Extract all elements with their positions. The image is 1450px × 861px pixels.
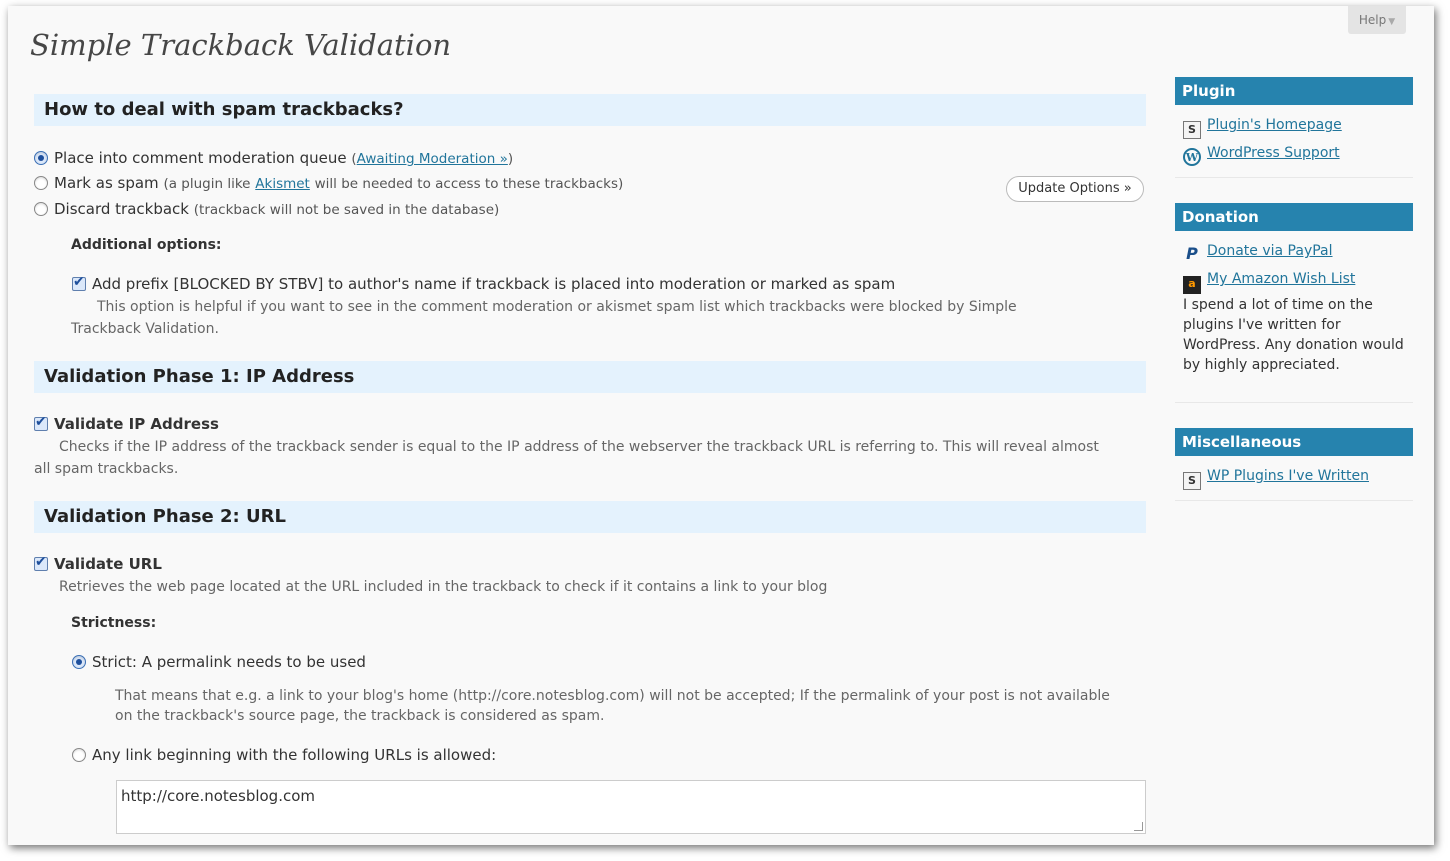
amazon-wishlist-label[interactable]: My Amazon Wish List: [1207, 271, 1356, 287]
discard-label: Discard trackback: [54, 200, 189, 218]
allowed-urls-textarea[interactable]: [116, 780, 1146, 834]
sidebar-divider: [1175, 500, 1413, 501]
sidebar-box-plugin: [1175, 77, 1413, 173]
help-label: Help: [1358, 13, 1387, 27]
additional-options-label: Additional options:: [71, 237, 222, 253]
section-heading-phase1: Validation Phase 1: IP Address: [34, 361, 1146, 393]
prefix-option[interactable]: [72, 275, 895, 293]
strict-label: Strict: A permalink needs to be used: [92, 653, 366, 671]
strict-description: That means that e.g. a link to your blog's home (http://core.notesblog.com) will not be accepted; If the permalink of your post is not available on the trackback's source page, the trackback is considered as spam.: [115, 688, 1110, 724]
sidebar-misc-title: Miscellaneous: [1175, 428, 1413, 456]
moderation-paren-close: ): [507, 151, 514, 167]
any-link-option[interactable]: [72, 746, 496, 764]
validate-ip-checkbox[interactable]: [34, 417, 48, 431]
validate-url-label: Validate URL: [54, 555, 162, 573]
sidebar-divider: [1175, 177, 1413, 178]
amazon-icon: a: [1183, 276, 1201, 294]
sidebar-plugin-title: Plugin: [1175, 77, 1413, 105]
sg-icon: S: [1183, 121, 1201, 139]
wordpress-icon: W: [1183, 148, 1201, 166]
validate-url-checkbox[interactable]: [34, 557, 48, 571]
any-link-radio[interactable]: [72, 748, 86, 762]
sidebar-box-misc: [1175, 428, 1413, 496]
any-link-label: Any link beginning with the following URLs is allowed:: [92, 746, 497, 764]
help-tab[interactable]: [1348, 6, 1406, 34]
discard-note: (trackback will not be saved in the database): [193, 202, 500, 218]
update-options-button[interactable]: Update Options »: [1006, 176, 1144, 202]
sidebar-box-donation: [1175, 203, 1413, 381]
paypal-icon: P: [1186, 244, 1198, 263]
validate-ip-option[interactable]: [34, 415, 219, 433]
sg-icon: S: [1183, 472, 1201, 490]
discard-radio[interactable]: [34, 202, 48, 216]
moderation-label: Place into comment moderation queue: [54, 149, 347, 167]
option-moderation[interactable]: [34, 149, 513, 167]
mark-spam-note-pre: (a plugin like: [163, 176, 251, 192]
validate-ip-label: Validate IP Address: [54, 415, 219, 433]
validate-ip-description: Checks if the IP address of the trackback sender is equal to the IP address of the webserver the trackback URL is referring to. This will reveal almost all spam trackbacks.: [34, 439, 1099, 477]
wp-plugins-link[interactable]: [1183, 462, 1405, 490]
paypal-link[interactable]: [1183, 237, 1405, 265]
validate-url-option[interactable]: [34, 555, 162, 573]
window-frame: [8, 6, 1434, 845]
mark-spam-note-post: will be needed to access to these trackbacks): [314, 176, 624, 192]
validate-url-description: Retrieves the web page located at the URL included in the trackback to check if it contains a link to your blog: [59, 579, 828, 595]
prefix-description: This option is helpful if you want to see in the comment moderation or akismet spam list which trackbacks were blocked by Simple Trackback Validation.: [71, 299, 1017, 337]
amazon-wishlist-link[interactable]: [1183, 265, 1405, 293]
page-title: Simple Trackback Validation: [30, 28, 452, 62]
sidebar-divider: [1175, 402, 1413, 403]
moderation-radio[interactable]: [34, 151, 48, 165]
donation-text: I spend a lot of time on the plugins I've written for WordPress. Any donation would by highly appreciated.: [1183, 297, 1404, 373]
prefix-label: Add prefix [BLOCKED BY STBV] to author's name if trackback is placed into moderation or marked as spam: [92, 275, 896, 293]
paypal-label[interactable]: Donate via PayPal: [1207, 243, 1333, 259]
chevron-down-icon: ▼: [1388, 17, 1396, 27]
strict-option[interactable]: [72, 653, 366, 671]
plugin-homepage-label[interactable]: Plugin's Homepage: [1207, 117, 1342, 133]
section-heading-spam: How to deal with spam trackbacks?: [34, 94, 1146, 126]
strictness-label: Strictness:: [71, 615, 157, 631]
awaiting-moderation-link[interactable]: Awaiting Moderation »: [356, 151, 508, 167]
akismet-link[interactable]: Akismet: [255, 176, 310, 192]
option-mark-spam[interactable]: [34, 174, 623, 192]
wp-plugins-label[interactable]: WP Plugins I've Written: [1207, 468, 1369, 484]
resize-grip-icon[interactable]: [1134, 822, 1143, 831]
wordpress-support-link[interactable]: [1183, 139, 1405, 167]
section-heading-phase2: Validation Phase 2: URL: [34, 501, 1146, 533]
strict-radio[interactable]: [72, 655, 86, 669]
mark-spam-label: Mark as spam: [54, 174, 159, 192]
allowed-urls-value: http://core.notesblog.com: [121, 787, 316, 805]
moderation-paren-open: (: [351, 151, 357, 167]
prefix-checkbox[interactable]: [72, 277, 86, 291]
sidebar-donation-title: Donation: [1175, 203, 1413, 231]
option-discard[interactable]: [34, 200, 499, 218]
mark-spam-radio[interactable]: [34, 176, 48, 190]
plugin-homepage-link[interactable]: [1183, 111, 1405, 139]
wordpress-support-label[interactable]: WordPress Support: [1207, 145, 1340, 161]
